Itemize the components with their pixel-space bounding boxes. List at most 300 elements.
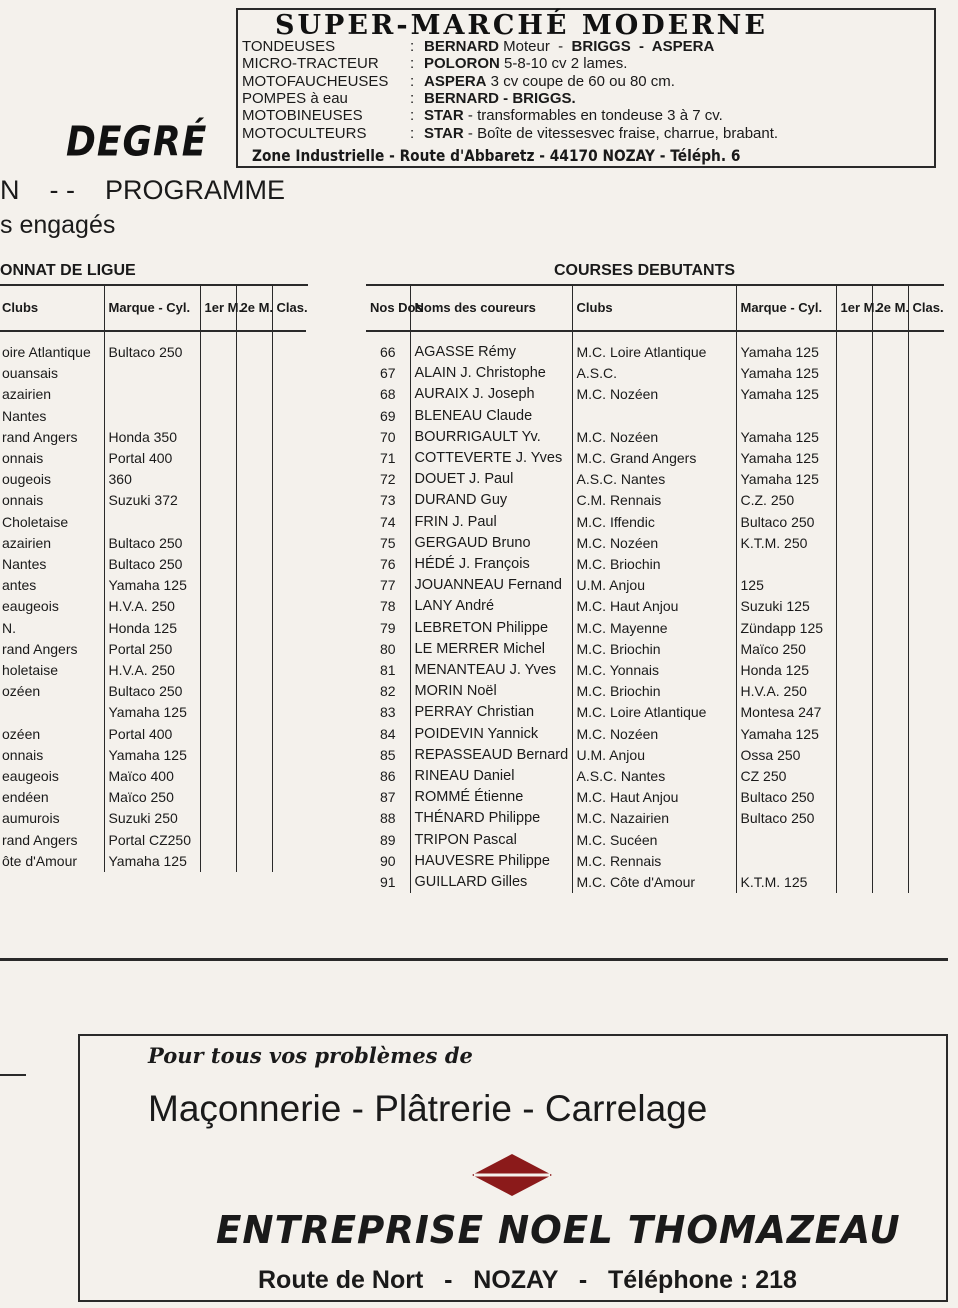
table-row	[366, 596, 944, 617]
debutants-cell: 76	[379, 556, 396, 573]
league-cell: Bultaco 250	[104, 554, 200, 575]
debutants-cell: COTTEVERTE J. Yves	[410, 448, 572, 469]
debutants-cell: GUILLARD Gilles	[410, 872, 572, 893]
debutants-cell: PERRAY Christian	[410, 702, 572, 723]
debutants-cell	[872, 851, 908, 872]
table-row	[366, 872, 944, 893]
debutants-cell	[836, 575, 872, 596]
debutants-cell: H.V.A. 250	[736, 681, 836, 702]
table-row	[366, 639, 944, 660]
league-cell	[200, 702, 236, 723]
table-row	[366, 363, 944, 384]
ad-product-label: MOTOFAUCHEUSES	[242, 72, 389, 90]
debutants-cell: GERGAUD Bruno	[410, 533, 572, 554]
table-row	[0, 331, 306, 363]
debutants-cell	[836, 384, 872, 405]
table-row	[366, 660, 944, 681]
table-row	[0, 575, 306, 596]
debutants-cell: M.C. Haut Anjou	[572, 787, 736, 808]
ad-product-row	[242, 55, 627, 72]
league-cell	[272, 427, 306, 448]
ad-colon: :	[410, 38, 415, 55]
league-cell	[236, 448, 272, 469]
table-row	[0, 533, 306, 554]
league-cell	[200, 851, 236, 872]
margin-mark	[0, 1074, 26, 1076]
league-cell: rand Angers	[2, 428, 78, 445]
ad-product-text: STAR	[424, 124, 464, 142]
debutants-cell: K.T.M. 250	[736, 533, 836, 554]
debutants-cell: HÉDÉ J. François	[410, 554, 572, 575]
debutants-cell	[872, 406, 908, 427]
debutants-cell	[872, 702, 908, 723]
table-row	[366, 575, 944, 596]
ad-product-text: Moteur -	[499, 38, 572, 55]
league-cell: endéen	[2, 789, 49, 806]
table-row	[0, 554, 306, 575]
league-cell: Yamaha 125	[104, 702, 200, 723]
debutants-cell	[872, 724, 908, 745]
league-cell	[200, 363, 236, 384]
debutants-cell	[908, 618, 944, 639]
debutants-cell: LE MERRER Michel	[410, 639, 572, 660]
table-row	[366, 830, 944, 851]
debutants-cell: REPASSEAUD Bernard	[410, 745, 572, 766]
league-cell	[200, 469, 236, 490]
league-cell: ougeois	[2, 471, 52, 488]
debutants-cell: Suzuki 125	[736, 596, 836, 617]
league-cell	[200, 745, 236, 766]
league-cell: azairien	[2, 534, 52, 551]
company-name: ENTREPRISE NOEL THOMAZEAU	[216, 1208, 901, 1252]
table-row	[366, 618, 944, 639]
debutants-cell: 69	[379, 407, 396, 424]
debutants-cell: 66	[379, 344, 396, 360]
debutants-cell	[836, 830, 872, 851]
debutants-cell	[836, 787, 872, 808]
league-cell	[200, 596, 236, 617]
debutants-cell	[736, 554, 836, 575]
debutants-cell: U.M. Anjou	[572, 575, 736, 596]
debutants-cell	[872, 830, 908, 851]
league-cell	[236, 596, 272, 617]
debutants-cell	[908, 639, 944, 660]
table-row	[0, 448, 306, 469]
league-cell	[272, 851, 306, 872]
league-cell	[236, 724, 272, 745]
table-row	[0, 363, 306, 384]
ad-product-text: 5-8-10 cv 2 lames.	[499, 55, 628, 73]
debutants-cell	[872, 448, 908, 469]
table-row	[366, 512, 944, 533]
league-cell	[200, 512, 236, 533]
league-cell	[104, 363, 200, 384]
debutants-cell: 125	[736, 575, 836, 596]
debutants-cell: 68	[379, 386, 396, 403]
ad-address: Zone Industrielle - Route d'Abbaretz - 44170 NOZAY - Téléph. 6	[252, 146, 741, 165]
debutants-cell	[872, 766, 908, 787]
league-cell	[0, 702, 104, 723]
league-cell: Portal 400	[104, 448, 200, 469]
league-cell	[272, 533, 306, 554]
debutants-cell	[872, 639, 908, 660]
ad-trades: Maçonnerie - Plâtrerie - Carrelage	[148, 1088, 708, 1129]
ad-product-text: BERNARD	[424, 38, 499, 55]
table-row	[366, 554, 944, 575]
table-row	[366, 448, 944, 469]
league-cell: Bultaco 250	[104, 331, 200, 363]
league-cell: eaugeois	[2, 768, 59, 785]
league-cell: Nantes	[2, 407, 47, 424]
table-row	[0, 512, 306, 533]
ad-product-label: MOTOCULTEURS	[242, 124, 367, 142]
debutants-table	[366, 286, 944, 893]
debutants-cell: M.C. Sucéen	[572, 830, 736, 851]
league-cell	[272, 596, 306, 617]
league-cell: Honda 350	[104, 427, 200, 448]
debutants-cell	[872, 618, 908, 639]
debutants-cell	[836, 872, 872, 893]
league-cell	[272, 660, 306, 681]
debutants-cell: 75	[379, 534, 396, 551]
debutants-cell: LANY André	[410, 596, 572, 617]
league-cell	[236, 406, 272, 427]
league-cell	[104, 384, 200, 405]
league-cell: Bultaco 250	[104, 533, 200, 554]
league-cell	[236, 469, 272, 490]
debutants-cell	[836, 639, 872, 660]
debutants-cell: 71	[379, 450, 396, 467]
league-cell	[104, 406, 200, 427]
debutants-cell	[908, 512, 944, 533]
ad-product-row	[242, 38, 714, 55]
table-row	[0, 787, 306, 808]
league-cell	[200, 331, 236, 363]
debutants-cell	[908, 448, 944, 469]
ad-product-text: - transformables en tondeuse 3 à 7 cv.	[463, 107, 723, 125]
ad-product-label: MOTOBINEUSES	[242, 107, 363, 125]
debutants-cell: 83	[379, 704, 396, 721]
league-cell	[200, 639, 236, 660]
debutants-cell: MORIN Noël	[410, 681, 572, 702]
debutants-cell	[836, 469, 872, 490]
debutants-cell: 89	[379, 831, 396, 848]
ad-colon: :	[410, 124, 415, 142]
league-cell	[272, 618, 306, 639]
debutants-cell: 72	[379, 471, 396, 488]
league-cell	[272, 681, 306, 702]
debutants-cell	[836, 331, 872, 363]
debutants-cell: 88	[379, 810, 396, 827]
debutants-cell: 70	[379, 428, 396, 445]
table-row	[0, 702, 306, 723]
league-cell	[200, 554, 236, 575]
debutants-cell	[836, 681, 872, 702]
league-cell: onnais	[2, 492, 44, 509]
league-cell: Portal CZ250	[104, 830, 200, 851]
table-row	[0, 639, 306, 660]
diamond-logo-icon	[470, 1152, 554, 1198]
league-cell	[200, 427, 236, 448]
table-row	[0, 745, 306, 766]
debutants-cell	[908, 766, 944, 787]
debutants-cell	[836, 724, 872, 745]
debutants-cell: 73	[379, 492, 396, 509]
table-row	[366, 851, 944, 872]
program-subheading: s engagés	[0, 211, 116, 239]
debutants-cell: M.C. Iffendic	[572, 512, 736, 533]
debutants-cell: Yamaha 125	[736, 448, 836, 469]
debutants-cell	[908, 363, 944, 384]
debutants-cell: M.C. Briochin	[572, 554, 736, 575]
debutants-cell	[908, 702, 944, 723]
league-cell: ozéen	[2, 725, 41, 742]
league-cell	[236, 575, 272, 596]
league-cell	[200, 724, 236, 745]
debutants-cell	[872, 469, 908, 490]
league-cell	[236, 745, 272, 766]
league-cell	[272, 724, 306, 745]
debutants-cell: Yamaha 125	[736, 427, 836, 448]
debutants-cell	[908, 830, 944, 851]
league-cell: Yamaha 125	[104, 745, 200, 766]
debutants-cell	[908, 533, 944, 554]
league-cell	[236, 639, 272, 660]
table-row	[366, 533, 944, 554]
ad-product-text: 3 cv coupe de 60 ou 80 cm.	[486, 72, 675, 90]
debutants-cell: A.S.C.	[572, 363, 736, 384]
debutants-cell: C.M. Rennais	[572, 490, 736, 511]
table-row	[0, 406, 306, 427]
debutants-cell	[872, 384, 908, 405]
debutants-cell: M.C. Côte d'Amour	[572, 872, 736, 893]
debutants-cell	[836, 533, 872, 554]
league-cell	[236, 331, 272, 363]
league-cell	[236, 533, 272, 554]
league-cell	[236, 766, 272, 787]
debutants-cell: 81	[379, 662, 396, 679]
debutants-cell	[836, 702, 872, 723]
debutants-cell: 84	[379, 725, 396, 742]
debutants-header: Clas.	[908, 286, 944, 331]
debutants-cell	[836, 596, 872, 617]
debutants-header: 1er M.	[836, 286, 872, 331]
debutants-cell: M.C. Briochin	[572, 639, 736, 660]
debutants-cell	[872, 331, 908, 363]
debutants-cell: M.C. Rennais	[572, 851, 736, 872]
debutants-cell	[908, 490, 944, 511]
league-cell	[272, 639, 306, 660]
league-cell	[236, 660, 272, 681]
debutants-cell: DOUET J. Paul	[410, 469, 572, 490]
league-cell	[200, 490, 236, 511]
league-cell	[200, 830, 236, 851]
debutants-cell	[872, 512, 908, 533]
debutants-cell	[908, 660, 944, 681]
league-header: 1er M.	[200, 286, 236, 331]
ad-product-text: STAR	[424, 107, 464, 125]
table-row	[0, 490, 306, 511]
debutants-cell	[836, 766, 872, 787]
table-row	[0, 384, 306, 405]
debutants-cell: CZ 250	[736, 766, 836, 787]
league-cell: rand Angers	[2, 640, 78, 657]
debutants-cell	[872, 533, 908, 554]
debutants-cell: 87	[379, 789, 396, 806]
debutants-cell: JOUANNEAU Fernand	[410, 575, 572, 596]
league-cell: ôte d'Amour	[2, 852, 78, 869]
debutants-cell	[908, 851, 944, 872]
table-row	[0, 427, 306, 448]
debutants-cell: Yamaha 125	[736, 724, 836, 745]
table-row	[0, 808, 306, 829]
league-cell: azairien	[2, 386, 52, 403]
league-cell	[200, 808, 236, 829]
debutants-cell: 80	[379, 640, 396, 657]
league-cell: N.	[2, 619, 16, 636]
debutants-cell: A.S.C. Nantes	[572, 766, 736, 787]
program-heading: N - - PROGRAMME	[0, 175, 286, 205]
debutants-header: Nos Dos	[366, 286, 410, 331]
league-cell	[236, 427, 272, 448]
league-cell	[236, 681, 272, 702]
debutants-cell: 85	[379, 746, 396, 763]
debutants-cell: RINEAU Daniel	[410, 766, 572, 787]
table-row	[366, 787, 944, 808]
debutants-cell	[872, 660, 908, 681]
ad-product-label: MICRO-TRACTEUR	[242, 55, 379, 73]
table-row	[0, 830, 306, 851]
ad-colon: :	[410, 55, 415, 73]
table-row	[366, 681, 944, 702]
league-cell: rand Angers	[2, 831, 78, 848]
table-row	[0, 469, 306, 490]
debutants-cell	[736, 830, 836, 851]
league-cell	[200, 681, 236, 702]
table-row	[0, 660, 306, 681]
debutants-cell	[872, 787, 908, 808]
league-cell	[200, 660, 236, 681]
debutants-cell: U.M. Anjou	[572, 745, 736, 766]
ad-product-text: ASPERA	[424, 72, 487, 90]
ad-product-row	[242, 90, 576, 107]
table-row	[366, 745, 944, 766]
debutants-cell	[872, 808, 908, 829]
league-cell: antes	[2, 577, 37, 594]
debutants-cell: Yamaha 125	[736, 384, 836, 405]
table-row	[0, 766, 306, 787]
table-row	[366, 469, 944, 490]
debutants-cell: MENANTEAU J. Yves	[410, 660, 572, 681]
debutants-cell	[872, 872, 908, 893]
debutants-cell: 74	[379, 513, 396, 530]
league-cell: ozéen	[2, 683, 41, 700]
league-cell: Suzuki 250	[104, 808, 200, 829]
table-row	[0, 618, 306, 639]
debutants-cell	[836, 745, 872, 766]
debutants-cell	[736, 851, 836, 872]
debutants-cell: Honda 125	[736, 660, 836, 681]
ad-product-row	[242, 107, 723, 124]
league-cell: Nantes	[2, 556, 47, 573]
debutants-cell	[872, 554, 908, 575]
league-cell	[236, 490, 272, 511]
debutants-cell: 90	[379, 852, 396, 869]
league-cell	[200, 766, 236, 787]
league-cell	[200, 787, 236, 808]
debutants-cell	[908, 787, 944, 808]
league-cell: H.V.A. 250	[104, 596, 200, 617]
debutants-header: Noms des coureurs	[410, 286, 572, 331]
table-row	[366, 490, 944, 511]
league-cell	[272, 448, 306, 469]
debutants-cell: M.C. Grand Angers	[572, 448, 736, 469]
debutants-cell	[908, 596, 944, 617]
league-header: 2e M.	[236, 286, 272, 331]
league-cell: Suzuki 372	[104, 490, 200, 511]
debutants-cell	[872, 681, 908, 702]
debutants-cell: BLENEAU Claude	[410, 406, 572, 427]
debutants-cell	[836, 554, 872, 575]
league-cell	[200, 575, 236, 596]
league-cell	[272, 766, 306, 787]
debutants-cell: Bultaco 250	[736, 808, 836, 829]
league-section-title: ONNAT DE LIGUE	[0, 262, 136, 279]
debutants-cell	[908, 745, 944, 766]
debutants-cell: 86	[379, 768, 396, 785]
league-cell: 360	[104, 469, 200, 490]
table-row	[0, 596, 306, 617]
debutants-section-title: COURSES DEBUTANTS	[554, 262, 736, 279]
debutants-cell	[836, 427, 872, 448]
table-row	[366, 808, 944, 829]
debutants-cell	[908, 681, 944, 702]
table-row	[366, 406, 944, 427]
league-cell: Maïco 400	[104, 766, 200, 787]
table-row	[366, 331, 944, 363]
debutants-cell: Yamaha 125	[736, 331, 836, 363]
debutants-cell	[872, 575, 908, 596]
debutants-header: 2e M.	[872, 286, 908, 331]
debutants-cell: M.C. Nozéen	[572, 427, 736, 448]
ad-product-text: BRIGGS - ASPERA	[571, 38, 715, 55]
ad-product-text: POLORON	[424, 55, 500, 73]
debutants-cell	[836, 490, 872, 511]
debutants-cell: M.C. Nazairien	[572, 808, 736, 829]
league-cell: eaugeois	[2, 598, 59, 615]
debutants-cell: TRIPON Pascal	[410, 830, 572, 851]
league-cell	[236, 618, 272, 639]
league-cell	[272, 490, 306, 511]
table-row	[366, 724, 944, 745]
debutants-cell: 67	[379, 365, 396, 382]
debutants-cell	[908, 384, 944, 405]
league-cell: Yamaha 125	[104, 575, 200, 596]
table-row	[0, 724, 306, 745]
league-cell	[236, 702, 272, 723]
debutants-cell: AURAIX J. Joseph	[410, 384, 572, 405]
debutants-cell	[836, 363, 872, 384]
ad-title: SUPER-MARCHÉ MODERNE	[275, 10, 768, 41]
league-table	[0, 286, 306, 872]
page-divider	[0, 958, 948, 961]
debutants-cell: Bultaco 250	[736, 787, 836, 808]
debutants-cell: LEBRETON Philippe	[410, 618, 572, 639]
ad-product-label: POMPES à eau	[242, 89, 348, 107]
debutants-cell: THÉNARD Philippe	[410, 808, 572, 829]
debutants-cell: BOURRIGAULT Yv.	[410, 427, 572, 448]
ad-product-row	[242, 73, 675, 90]
